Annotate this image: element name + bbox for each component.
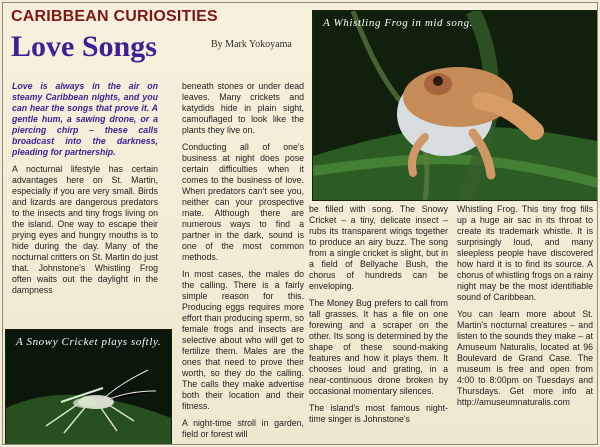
column-3-paragraph-2: The Money Bug prefers to call from tall grasses. It has a file on one forewing and a scraper on the other. Its song is determined by the shape of these sound-making features and how it plays them. It chooses loud and grating, in a near-continuous drone broken by occasional momentary silences. <box>309 298 448 396</box>
byline: By Mark Yokoyama <box>211 39 292 50</box>
column-1-paragraph: A nocturnal lifestyle has certain advantages here on St. Martin, especially if you are very small. Birds and lizards are dangerous predators to the insects and tiny frogs living on the island. One way to escape their prying eyes and hungry mouths is to hide during the day. Many of the nocturnal critters on St. Martin do just that. Johnstone's Whistling Frog often waits out the daylight in the dampness <box>12 164 158 295</box>
column-3-paragraph-1: be filled with song. The Snowy Cricket – a tiny, delicate insect – rubs its transparent wings together to produce an airy buzz. The song from a single cricket is slight, but in a field of Bellyache Bush, the chorus of hundreds can be enveloping. <box>309 204 448 291</box>
frog-caption: A Whistling Frog in mid song. <box>323 17 474 29</box>
magazine-page <box>2 2 598 445</box>
frog-photo <box>312 10 598 201</box>
column-3-paragraph-3: The island's most famous night-time singer is Johnstone's <box>309 403 448 424</box>
frog-illustration <box>313 11 598 200</box>
article-title: Love Songs <box>11 30 157 63</box>
column-2-paragraph-1: beneath stones or under dead leaves. Many crickets and katydids hide in plain sight, camouflaged to look like the plants they live on. <box>182 81 304 135</box>
cricket-photo <box>5 329 172 445</box>
column-2-paragraph-3: In most cases, the males do the calling. There is a fairly simple reason for this. Producing eggs requires more effort than producing sperm, so female frogs and insects are selective about who will get to fertilize them. Males are the ones that need to prove their worth, so they do the calling. The calls they make advertise both their location and their fitness. <box>182 269 304 411</box>
column-2-paragraph-4: A night-time stroll in garden, field or forest will <box>182 418 304 438</box>
cricket-caption: A Snowy Cricket plays softly. <box>16 336 162 348</box>
article-intro: Love is always in the air on steamy Caribbean nights, and you can hear the songs that prove it. A gentle hum, a sawing drone, or a piercing chirp – these calls broadcast into the darkness, pleading for partnership. <box>12 81 158 157</box>
column-1 <box>12 81 158 327</box>
column-2-paragraph-2: Conducting all of one's business at night does pose certain difficulties when it comes to the business of love. When predators can't see you, neither can your prospective mate. Although there are numerous ways to find a partner in the dark, sound is one of the most common methods. <box>182 142 304 262</box>
column-4-paragraph-2: You can learn more about St. Martin's nocturnal creatures – and listen to the sounds they make – at Amuseum Naturalis, located at 96 Boulevard de Grand Case. The museum is free and open from 4:00 to 8:00pm on Tuesdays and Thursdays. Get more info at http://amuseumnaturalis.com <box>457 309 593 407</box>
column-4-paragraph-1: Whistling Frog. This tiny frog fills up a huge air sac in its throat to create its trademark whistle. It is surprisingly loud, and many sleepless people have discovered how hard it is to find its source. A chorus of whistling frogs on a rainy night may be the most identifiable sound of Caribbean. <box>457 204 593 302</box>
column-3 <box>309 204 448 439</box>
section-kicker: CARIBBEAN CURIOSITIES <box>11 8 218 25</box>
column-2 <box>182 81 304 438</box>
column-4 <box>457 204 593 439</box>
